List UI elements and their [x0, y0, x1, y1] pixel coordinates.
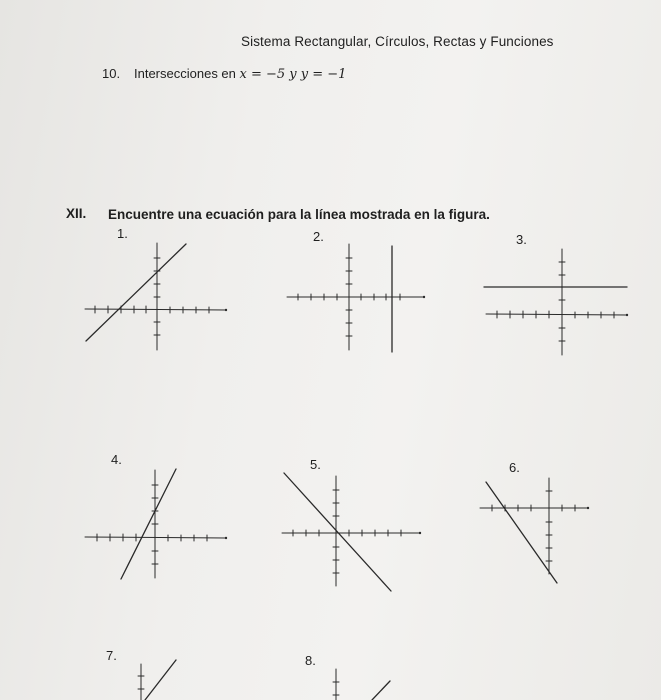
plotted-line [486, 482, 557, 583]
plotted-line [145, 660, 176, 700]
x-axis [486, 314, 627, 315]
axis-ticks [97, 485, 207, 564]
axis-arrow-marks [225, 296, 628, 539]
graph-5 [282, 473, 420, 591]
graph-label-7: 7. [106, 648, 117, 663]
graph-4 [85, 469, 226, 579]
axis-ticks [293, 490, 401, 573]
axis-ticks [95, 258, 209, 335]
graph-label-6: 6. [509, 460, 520, 475]
graph-label-2: 2. [313, 229, 324, 244]
section-instruction: Encuentre una ecuación para la línea mostrada en la figura. [108, 207, 490, 222]
graph-2 [287, 244, 424, 352]
graph-8 [333, 669, 390, 700]
axis-ticks [497, 262, 614, 341]
plotted-line [372, 681, 390, 700]
problem-text: Intersecciones en [134, 66, 240, 81]
section-numeral: XII. [66, 206, 87, 221]
graph-label-3: 3. [516, 232, 527, 247]
page-title: Sistema Rectangular, Círculos, Rectas y Funciones [241, 34, 554, 49]
plotted-line [86, 244, 186, 341]
graph-6 [480, 478, 588, 583]
plotted-line [121, 469, 176, 579]
problem-math: x = −5 y y = −1 [239, 67, 347, 82]
graph-3 [484, 249, 627, 355]
graph-7 [138, 660, 176, 700]
graph-label-1: 1. [117, 226, 128, 241]
problem-number: 10. [102, 66, 121, 81]
graph-label-8: 8. [305, 653, 316, 668]
graph-label-5: 5. [310, 457, 321, 472]
x-axis [85, 309, 226, 310]
graph-label-4: 4. [111, 452, 122, 467]
graph-1 [85, 243, 226, 350]
